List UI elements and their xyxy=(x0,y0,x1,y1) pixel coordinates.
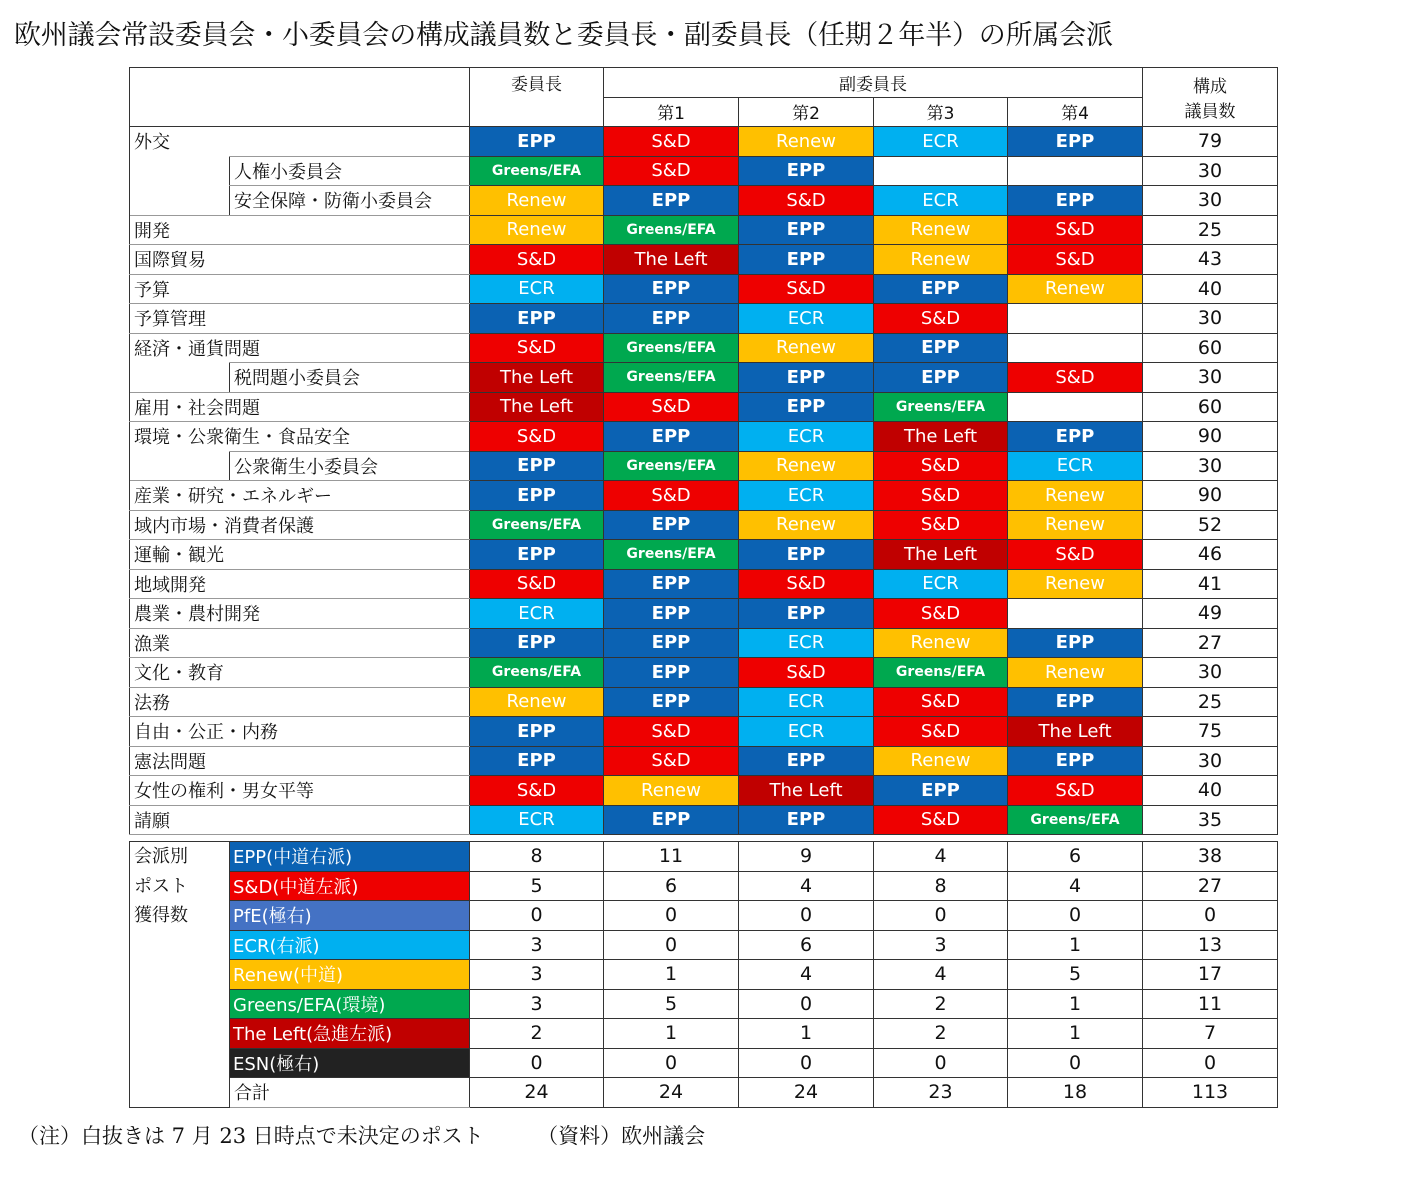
summary-value: 0 xyxy=(739,1048,874,1078)
vice-chair-cell-4: Renew xyxy=(1008,481,1143,511)
summary-label-line: 会派別 xyxy=(134,846,188,867)
committee-row xyxy=(130,628,1278,658)
committee-row xyxy=(130,363,1278,393)
vice-chair-cell-3: Renew xyxy=(874,245,1008,275)
vice-chair-cell-1: EPP xyxy=(604,599,739,629)
total-row xyxy=(130,1078,1278,1108)
committee-row xyxy=(130,717,1278,747)
vice-chair-cell-4: The Left xyxy=(1008,717,1143,747)
summary-value: 0 xyxy=(1143,901,1278,931)
summary-row-the-left xyxy=(130,1019,1278,1049)
committee-row xyxy=(130,333,1278,363)
summary-row-greens-efa xyxy=(130,989,1278,1019)
vice-chair-cell-4: Greens/EFA xyxy=(1008,805,1143,835)
vice-chair-cell-4: Renew xyxy=(1008,274,1143,304)
vice-chair-cell-1: EPP xyxy=(604,658,739,688)
committee-name: 公衆衛生小委員会 xyxy=(230,451,470,481)
committee-name: 漁業 xyxy=(130,628,470,658)
summary-value: 0 xyxy=(874,901,1008,931)
vice-chair-cell-2: EPP xyxy=(739,392,874,422)
vice-chair-cell-2: EPP xyxy=(739,746,874,776)
vice-chair-cell-4: S&D xyxy=(1008,540,1143,570)
summary-row-epp xyxy=(130,842,1278,872)
vice-chair-cell-1: Greens/EFA xyxy=(604,363,739,393)
members-count: 43 xyxy=(1143,245,1278,275)
members-count: 79 xyxy=(1143,127,1278,157)
committee-row xyxy=(130,540,1278,570)
vice-chair-cell-3: Renew xyxy=(874,746,1008,776)
members-count: 30 xyxy=(1143,186,1278,216)
committee-indent xyxy=(130,451,230,481)
chair-cell: ECR xyxy=(470,805,604,835)
vice-chair-cell-1: Renew xyxy=(604,776,739,806)
chair-cell: S&D xyxy=(470,569,604,599)
chair-cell: EPP xyxy=(470,451,604,481)
committee-row xyxy=(130,805,1278,835)
vice-chair-cell-3: Renew xyxy=(874,215,1008,245)
vice-chair-cell-2: EPP xyxy=(739,156,874,186)
committee-row xyxy=(130,156,1278,186)
committee-row xyxy=(130,245,1278,275)
committee-name: 国際貿易 xyxy=(130,245,470,275)
vice-chair-cell-4: EPP xyxy=(1008,746,1143,776)
summary-value: 4 xyxy=(739,871,874,901)
committee-name: 文化・教育 xyxy=(130,658,470,688)
chair-cell: Renew xyxy=(470,186,604,216)
vice-chair-cell-2: S&D xyxy=(739,658,874,688)
committee-name: 雇用・社会問題 xyxy=(130,392,470,422)
vice-chair-cell-2: Renew xyxy=(739,333,874,363)
members-count: 30 xyxy=(1143,156,1278,186)
vice-chair-cell-4: S&D xyxy=(1008,776,1143,806)
vice-chair-cell-4 xyxy=(1008,156,1143,186)
vice-chair-cell-3: The Left xyxy=(874,422,1008,452)
summary-value: 7 xyxy=(1143,1019,1278,1049)
vice-chair-cell-3: S&D xyxy=(874,717,1008,747)
committee-indent xyxy=(130,156,230,186)
vice-chair-cell-4: Renew xyxy=(1008,658,1143,688)
committee-name: 予算 xyxy=(130,274,470,304)
committee-row xyxy=(130,451,1278,481)
summary-value: 6 xyxy=(1008,842,1143,872)
chair-cell: S&D xyxy=(470,422,604,452)
members-count: 75 xyxy=(1143,717,1278,747)
members-count: 90 xyxy=(1143,481,1278,511)
committee-name: 環境・公衆衛生・食品安全 xyxy=(130,422,470,452)
section-gap xyxy=(130,835,1278,842)
vice-chair-cell-3: EPP xyxy=(874,333,1008,363)
legend-pfe: PfE(極右) xyxy=(230,901,470,931)
chair-cell: Greens/EFA xyxy=(470,156,604,186)
vice-chair-cell-4: Renew xyxy=(1008,569,1143,599)
vice-chair-cell-3: S&D xyxy=(874,687,1008,717)
footer-source: （資料）欧州議会 xyxy=(537,1124,706,1148)
vice-chair-cell-2: Renew xyxy=(739,451,874,481)
vice-chair-cell-1: EPP xyxy=(604,687,739,717)
members-count: 30 xyxy=(1143,363,1278,393)
summary-label-line: 獲得数 xyxy=(134,905,188,926)
vice-chair-cell-3: Greens/EFA xyxy=(874,392,1008,422)
committee-row xyxy=(130,274,1278,304)
legend-epp: EPP(中道右派) xyxy=(230,842,470,872)
summary-value: 2 xyxy=(874,989,1008,1019)
members-count: 30 xyxy=(1143,304,1278,334)
members-count: 60 xyxy=(1143,392,1278,422)
chair-cell: Greens/EFA xyxy=(470,658,604,688)
chair-cell: S&D xyxy=(470,245,604,275)
vice-chair-cell-1: Greens/EFA xyxy=(604,451,739,481)
summary-value: 1 xyxy=(1008,1019,1143,1049)
committee-name: 予算管理 xyxy=(130,304,470,334)
vice-chair-cell-3: S&D xyxy=(874,599,1008,629)
vice-chair-cell-3: EPP xyxy=(874,363,1008,393)
vice-chair-cell-1: EPP xyxy=(604,304,739,334)
vice-chair-cell-4: ECR xyxy=(1008,451,1143,481)
vice-chair-cell-4 xyxy=(1008,599,1143,629)
committee-name: 請願 xyxy=(130,805,470,835)
members-count: 49 xyxy=(1143,599,1278,629)
vice-chair-cell-4: S&D xyxy=(1008,245,1143,275)
header-blank xyxy=(130,68,470,127)
vice-chair-cell-3: S&D xyxy=(874,304,1008,334)
vice-chair-cell-2: EPP xyxy=(739,805,874,835)
members-count: 35 xyxy=(1143,805,1278,835)
vice-chair-cell-2: EPP xyxy=(739,540,874,570)
summary-value: 0 xyxy=(1008,901,1143,931)
summary-value: 3 xyxy=(470,960,604,990)
summary-value: 3 xyxy=(470,989,604,1019)
committee-row xyxy=(130,215,1278,245)
summary-row-pfe xyxy=(130,901,1278,931)
vice-chair-cell-4 xyxy=(1008,392,1143,422)
vice-chair-cell-1: S&D xyxy=(604,746,739,776)
section-gap-cell xyxy=(130,835,1278,842)
committee-row xyxy=(130,658,1278,688)
members-count: 40 xyxy=(1143,274,1278,304)
vice-chair-cell-1: Greens/EFA xyxy=(604,540,739,570)
summary-row-renew xyxy=(130,960,1278,990)
legend-s-d: S&D(中道左派) xyxy=(230,871,470,901)
committee-row xyxy=(130,746,1278,776)
chair-cell: EPP xyxy=(470,481,604,511)
committee-name: 運輸・観光 xyxy=(130,540,470,570)
members-count: 60 xyxy=(1143,333,1278,363)
vice-chair-cell-4 xyxy=(1008,304,1143,334)
header-members xyxy=(1143,68,1278,127)
vice-chair-cell-3 xyxy=(874,156,1008,186)
summary-value: 0 xyxy=(1008,1048,1143,1078)
summary-value: 11 xyxy=(1143,989,1278,1019)
legend-greens-efa: Greens/EFA(環境) xyxy=(230,989,470,1019)
summary-value: 0 xyxy=(1143,1048,1278,1078)
summary-value: 5 xyxy=(604,989,739,1019)
vice-chair-cell-4: S&D xyxy=(1008,215,1143,245)
summary-value: 5 xyxy=(470,871,604,901)
committee-row xyxy=(130,510,1278,540)
summary-value: 4 xyxy=(1008,871,1143,901)
vice-chair-cell-3: EPP xyxy=(874,776,1008,806)
vice-chair-cell-4: EPP xyxy=(1008,186,1143,216)
legend-esn: ESN(極右) xyxy=(230,1048,470,1078)
summary-value: 13 xyxy=(1143,930,1278,960)
summary-row-s-d xyxy=(130,871,1278,901)
summary-value: 27 xyxy=(1143,871,1278,901)
summary-label xyxy=(130,842,230,1108)
chair-cell: EPP xyxy=(470,628,604,658)
summary-value: 17 xyxy=(1143,960,1278,990)
legend-renew: Renew(中道) xyxy=(230,960,470,990)
summary-value: 0 xyxy=(604,930,739,960)
vice-chair-cell-3: ECR xyxy=(874,186,1008,216)
committee-name: 外交 xyxy=(130,127,470,157)
vice-chair-cell-1: EPP xyxy=(604,186,739,216)
header-row-1 xyxy=(130,68,1278,98)
vice-chair-cell-4: EPP xyxy=(1008,422,1143,452)
vice-chair-cell-2: ECR xyxy=(739,304,874,334)
committee-name: 地域開発 xyxy=(130,569,470,599)
vice-chair-cell-2: EPP xyxy=(739,245,874,275)
vice-chair-cell-2: S&D xyxy=(739,274,874,304)
chair-cell: ECR xyxy=(470,599,604,629)
vice-chair-cell-3: ECR xyxy=(874,569,1008,599)
summary-value: 11 xyxy=(604,842,739,872)
vice-chair-cell-4: EPP xyxy=(1008,687,1143,717)
members-count: 41 xyxy=(1143,569,1278,599)
committee-row xyxy=(130,127,1278,157)
committee-row xyxy=(130,304,1278,334)
vice-chair-cell-2: S&D xyxy=(739,569,874,599)
vice-chair-cell-1: S&D xyxy=(604,127,739,157)
vice-chair-cell-2: ECR xyxy=(739,717,874,747)
chair-cell: EPP xyxy=(470,746,604,776)
vice-chair-cell-3: S&D xyxy=(874,510,1008,540)
total-value: 23 xyxy=(874,1078,1008,1108)
summary-value: 0 xyxy=(739,901,874,931)
summary-value: 0 xyxy=(604,901,739,931)
vice-chair-cell-1: EPP xyxy=(604,628,739,658)
summary-value: 0 xyxy=(470,1048,604,1078)
vice-chair-cell-2: ECR xyxy=(739,687,874,717)
total-value: 18 xyxy=(1008,1078,1143,1108)
chair-cell: S&D xyxy=(470,776,604,806)
chair-cell: EPP xyxy=(470,717,604,747)
summary-value: 6 xyxy=(739,930,874,960)
summary-value: 1 xyxy=(604,960,739,990)
chair-cell: The Left xyxy=(470,392,604,422)
committee-name: 開発 xyxy=(130,215,470,245)
committee-row xyxy=(130,599,1278,629)
summary-value: 0 xyxy=(604,1048,739,1078)
vice-chair-cell-4: Renew xyxy=(1008,510,1143,540)
summary-value: 3 xyxy=(470,930,604,960)
vice-chair-cell-1: The Left xyxy=(604,245,739,275)
committee-name: 自由・公正・内務 xyxy=(130,717,470,747)
members-count: 90 xyxy=(1143,422,1278,452)
header-vice-2: 第2 xyxy=(739,97,874,127)
vice-chair-cell-1: EPP xyxy=(604,569,739,599)
vice-chair-cell-1: EPP xyxy=(604,510,739,540)
summary-value: 0 xyxy=(470,901,604,931)
committee-name: 税問題小委員会 xyxy=(230,363,470,393)
vice-chair-cell-2: ECR xyxy=(739,422,874,452)
summary-value: 38 xyxy=(1143,842,1278,872)
vice-chair-cell-3: EPP xyxy=(874,274,1008,304)
vice-chair-cell-4 xyxy=(1008,333,1143,363)
committee-name: 域内市場・消費者保護 xyxy=(130,510,470,540)
summary-value: 4 xyxy=(739,960,874,990)
chair-cell: EPP xyxy=(470,127,604,157)
summary-value: 3 xyxy=(874,930,1008,960)
summary-value: 4 xyxy=(874,960,1008,990)
chair-cell: Renew xyxy=(470,215,604,245)
header-vice-1: 第1 xyxy=(604,97,739,127)
committee-row xyxy=(130,422,1278,452)
members-count: 52 xyxy=(1143,510,1278,540)
committee-name: 農業・農村開発 xyxy=(130,599,470,629)
vice-chair-cell-2: ECR xyxy=(739,628,874,658)
summary-value: 1 xyxy=(1008,930,1143,960)
summary-row-ecr xyxy=(130,930,1278,960)
committee-row xyxy=(130,776,1278,806)
vice-chair-cell-1: S&D xyxy=(604,717,739,747)
chair-cell: EPP xyxy=(470,540,604,570)
vice-chair-cell-3: S&D xyxy=(874,805,1008,835)
vice-chair-cell-4: EPP xyxy=(1008,628,1143,658)
summary-value: 2 xyxy=(470,1019,604,1049)
vice-chair-cell-1: S&D xyxy=(604,481,739,511)
summary-value: 4 xyxy=(874,842,1008,872)
members-count: 25 xyxy=(1143,687,1278,717)
header-vice-chairs: 副委員長 xyxy=(604,68,1143,98)
vice-chair-cell-1: EPP xyxy=(604,805,739,835)
committee-row xyxy=(130,569,1278,599)
chair-cell: Greens/EFA xyxy=(470,510,604,540)
vice-chair-cell-3: S&D xyxy=(874,481,1008,511)
summary-value: 0 xyxy=(874,1048,1008,1078)
page-title: 欧州議会常設委員会・小委員会の構成議員数と委員長・副委員長（任期２年半）の所属会派 xyxy=(14,20,1113,51)
summary-value: 0 xyxy=(739,989,874,1019)
committee-name: 人権小委員会 xyxy=(230,156,470,186)
header-vice-4: 第4 xyxy=(1008,97,1143,127)
vice-chair-cell-2: ECR xyxy=(739,481,874,511)
total-value: 113 xyxy=(1143,1078,1278,1108)
vice-chair-cell-2: Renew xyxy=(739,127,874,157)
committee-row xyxy=(130,687,1278,717)
members-count: 27 xyxy=(1143,628,1278,658)
committee-indent xyxy=(130,186,230,216)
vice-chair-cell-2: EPP xyxy=(739,215,874,245)
committee-name: 女性の権利・男女平等 xyxy=(130,776,470,806)
summary-value: 1 xyxy=(604,1019,739,1049)
vice-chair-cell-3: Renew xyxy=(874,628,1008,658)
summary-label-line: ポスト xyxy=(134,875,188,897)
header-members-line2: 議員数 xyxy=(1184,102,1236,122)
total-value: 24 xyxy=(739,1078,874,1108)
committee-name: 安全保障・防衛小委員会 xyxy=(230,186,470,216)
members-count: 30 xyxy=(1143,746,1278,776)
summary-value: 1 xyxy=(1008,989,1143,1019)
vice-chair-cell-1: S&D xyxy=(604,156,739,186)
chair-cell: EPP xyxy=(470,304,604,334)
legend-the-left: The Left(急進左派) xyxy=(230,1019,470,1049)
total-value: 24 xyxy=(470,1078,604,1108)
vice-chair-cell-1: EPP xyxy=(604,422,739,452)
committee-row xyxy=(130,392,1278,422)
header-members-line1: 構成 xyxy=(1193,77,1227,97)
vice-chair-cell-2: EPP xyxy=(739,599,874,629)
committee-name: 経済・通貨問題 xyxy=(130,333,470,363)
summary-value: 9 xyxy=(739,842,874,872)
vice-chair-cell-1: S&D xyxy=(604,392,739,422)
header-vice-3: 第3 xyxy=(874,97,1008,127)
chair-cell: ECR xyxy=(470,274,604,304)
header-chair: 委員長 xyxy=(470,68,604,127)
vice-chair-cell-2: S&D xyxy=(739,186,874,216)
committee-name: 憲法問題 xyxy=(130,746,470,776)
members-count: 30 xyxy=(1143,658,1278,688)
chair-cell: Renew xyxy=(470,687,604,717)
vice-chair-cell-1: Greens/EFA xyxy=(604,215,739,245)
committee-indent xyxy=(130,363,230,393)
summary-value: 5 xyxy=(1008,960,1143,990)
committee-table xyxy=(129,67,1278,1108)
vice-chair-cell-1: EPP xyxy=(604,274,739,304)
summary-value: 6 xyxy=(604,871,739,901)
vice-chair-cell-4: S&D xyxy=(1008,363,1143,393)
committee-name: 法務 xyxy=(130,687,470,717)
summary-value: 8 xyxy=(470,842,604,872)
summary-value: 2 xyxy=(874,1019,1008,1049)
members-count: 46 xyxy=(1143,540,1278,570)
vice-chair-cell-2: EPP xyxy=(739,363,874,393)
total-value: 24 xyxy=(604,1078,739,1108)
vice-chair-cell-1: Greens/EFA xyxy=(604,333,739,363)
summary-value: 1 xyxy=(739,1019,874,1049)
footer-note xyxy=(18,1120,705,1150)
summary-row-esn xyxy=(130,1048,1278,1078)
total-label: 合計 xyxy=(230,1078,470,1108)
footer-note-text: （注）白抜きは 7 月 23 日時点で未決定のポスト xyxy=(18,1124,484,1148)
chair-cell: S&D xyxy=(470,333,604,363)
members-count: 30 xyxy=(1143,451,1278,481)
committee-row xyxy=(130,186,1278,216)
committee-name: 産業・研究・エネルギー xyxy=(130,481,470,511)
members-count: 40 xyxy=(1143,776,1278,806)
vice-chair-cell-2: The Left xyxy=(739,776,874,806)
vice-chair-cell-3: Greens/EFA xyxy=(874,658,1008,688)
vice-chair-cell-3: The Left xyxy=(874,540,1008,570)
legend-ecr: ECR(右派) xyxy=(230,930,470,960)
vice-chair-cell-2: Renew xyxy=(739,510,874,540)
vice-chair-cell-3: S&D xyxy=(874,451,1008,481)
vice-chair-cell-3: ECR xyxy=(874,127,1008,157)
vice-chair-cell-4: EPP xyxy=(1008,127,1143,157)
committee-row xyxy=(130,481,1278,511)
chair-cell: The Left xyxy=(470,363,604,393)
summary-value: 8 xyxy=(874,871,1008,901)
members-count: 25 xyxy=(1143,215,1278,245)
